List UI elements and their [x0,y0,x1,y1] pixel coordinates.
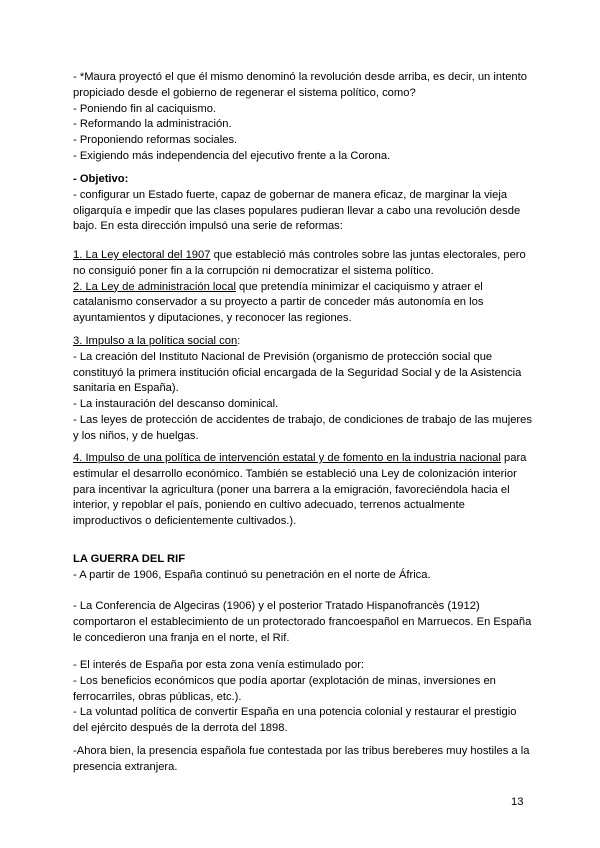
intervention-title-line [73,451,535,467]
rif-paragraph-4 [73,744,535,776]
rif-p2-line-2: comportaron el establecimiento de un protectorado francoespañol en Marruecos. En España [73,615,532,628]
objetivo-line-1: - configurar un Estado fuerte, capaz de gobernar de manera eficaz, de marginar la vieja [73,188,508,201]
social-line-1: - La creación del Instituto Nacional de Previsión (organismo de protección social que [73,350,493,363]
rif-heading: LA GUERRA DEL RIF [73,553,186,565]
intervention-title-rest: para [500,452,527,464]
social-line-4: - La instauración del descanso dominical. [73,398,279,411]
objetivo-heading: - Objetivo: [73,173,129,185]
reform-2-line-2: catalanismo conservador a su proyecto a partir de conceder más autonomía en los [73,296,484,309]
intervention-line-3: para incentivar la agricultura (poner una barrera a la emigración, favoreciéndola hacia el [73,483,510,496]
rif-paragraph-3 [73,658,535,737]
rif-p2-line-3: le concedieron una franja en el norte, el Rif. [73,631,290,644]
reform-2-text: que pretendía minimizar el caciquismo y atraer el [235,280,483,293]
intervention-section [73,451,535,530]
objetivo-section [73,172,535,235]
intervention-title: 4. Impulso de una política de intervención estatal y de fomento en la industria nacional [73,452,501,464]
social-title-colon: : [237,335,241,347]
rif-paragraph-1: - A partir de 1906, España continuó su penetración en el norte de África. [73,568,431,581]
social-title-line [73,334,535,350]
intro-option-4: - Exigiendo más independencia del ejecutivo frente a la Corona. [73,149,391,162]
rif-p3-line-1: - El interés de España por esta zona venía estimulado por: [73,659,365,671]
rif-p4-line-1: -Ahora bien, la presencia española fue contestada por las tribus bereberes muy hostiles a la [73,745,530,757]
reform-1-title: 1. La Ley electoral del 1907 [73,249,211,261]
social-line-2: constituyó la primera institución oficial encargada de la Seguridad Social y de la Asistencia [73,366,522,379]
rif-p3-line-4: - La voluntad política de convertir España en una potencia colonial y restaurar el prestigio [73,706,517,719]
page-number: 13 [511,796,524,808]
social-title: 3. Impulso a la política social con [73,335,238,347]
rif-paragraph-2 [73,599,535,646]
reform-2-title: 2. La Ley de administración local [73,280,236,293]
social-line-3: sanitaria en España). [73,382,179,395]
objetivo-line-2: oligarquía e impedir que las clases populares pudieran llevar a cabo una revolución desde [73,204,521,217]
rif-p3-line-5: del ejército después de la derrota del 1898. [73,722,288,735]
intervention-line-2: estimular el desarrollo económico. También se estableció una Ley de colonización interior [73,467,517,480]
social-line-5: - Las leyes de protección de accidentes de trabajo, de condiciones de trabajo de las mujeres [73,413,532,426]
rif-p3-line-2: - Los beneficios económicos que podía aportar (explotación de minas, inversiones en [73,674,496,687]
intro-option-2: - Reformando la administración. [73,118,232,131]
reform-2-line-3: ayuntamientos y diputaciones, y reconocer las regiones. [73,312,352,325]
social-policy-section [73,334,535,445]
objetivo-line-3: bajo. En esta dirección impulsó una serie de reformas: [73,220,343,233]
intro-option-3: - Proponiendo reformas sociales. [73,134,238,147]
reform-1-line-2: no consiguió poner fin a la corrupción ni democratizar el sistema político. [73,264,434,277]
reform-2-line-1 [73,280,535,296]
rif-p3-line-3: ferrocarriles, obras públicas, etc.). [73,690,242,703]
social-line-6: y los niños, y de huelgas. [73,429,199,442]
intro-option-1: - Poniendo fin al caciquismo. [73,102,217,115]
intervention-line-5: improductivos o deficientemente cultivados.). [73,515,297,528]
rif-p4-line-2: presencia extranjera. [73,760,178,773]
rif-p2-line-1: - La Conferencia de Algeciras (1906) y el posterior Tratado Hispanofrancès (1912) [73,600,480,612]
reforms-section [73,248,535,327]
intro-question-line-1: - *Maura proyectó el que él mismo denominó la revolución desde arriba, es decir, un intento [73,71,527,83]
reform-1-line-1 [73,248,535,264]
intro-section [73,70,535,165]
reform-1-text: que estableció más controles sobre las juntas electorales, pero [210,249,526,261]
intervention-line-4: interior, y repoblar el país, poniendo en cultivo adecuado, terrenos actualmente [73,499,465,512]
rif-section [73,552,535,584]
intro-question-line-2: propiciado desde el gobierno de regenerar el sistema político, como? [73,86,416,99]
